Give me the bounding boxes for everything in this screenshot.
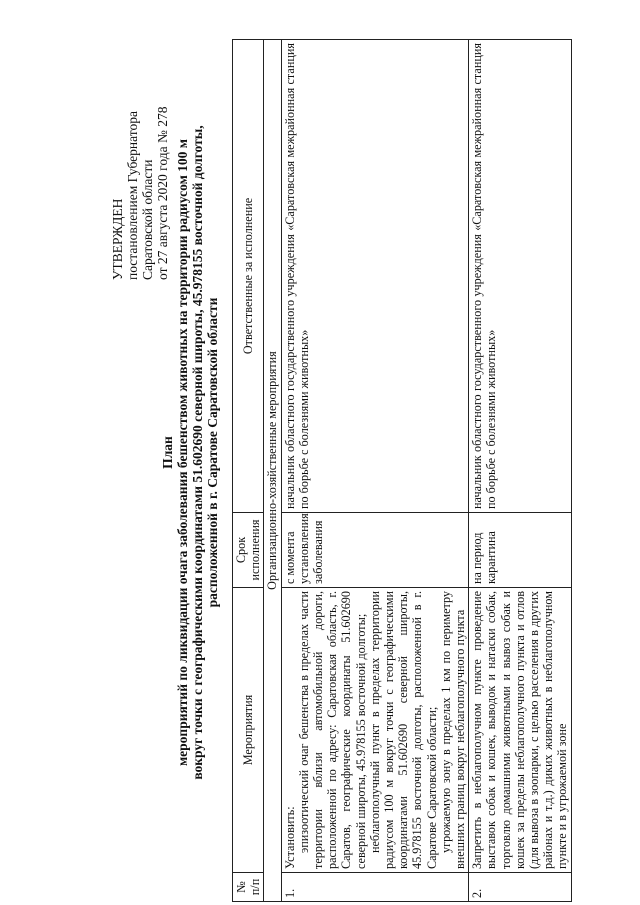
- title-heading: План: [160, 436, 175, 469]
- section-row: [264, 40, 281, 902]
- section-title: Организационно-хозяйственные мероприятия: [264, 40, 281, 902]
- header-num: № п/п: [233, 873, 264, 902]
- table-row: [281, 40, 469, 902]
- row-num: 2.: [469, 873, 571, 902]
- header-responsible: Ответственные за исполнение: [233, 40, 264, 513]
- title-line: вокруг точки с географическими координатами 51.602690 северной широты, 45.978155 восточной долготы,: [190, 125, 205, 780]
- row-measure: Запретить в неблагополучном пункте проведение выставок собак и кошек, выводок и натаски собак, торговлю домашними животными и вывоз собак и кошек за пределы неблагополучного пункта и отлов (для вывоза в зоопарки, с целью расселения в других районах и т.д.) диких животных в неблагополучном пункте и в угрожаемой зоне: [469, 588, 571, 873]
- approval-line: УТВЕРЖДЕН: [110, 198, 125, 280]
- title-line: расположенной в г. Саратове Саратовской области: [205, 297, 220, 608]
- measure-paragraph: угрожаемую зону в пределах 1 км по периметру внешних границ вокруг неблагополучного пункта: [438, 591, 468, 869]
- approval-line: Саратовской области: [140, 159, 155, 280]
- header-measures: Мероприятия: [233, 588, 264, 873]
- plan-title: [160, 0, 220, 905]
- measure-paragraph: эпизоотический очаг бешенства в пределах части территории вблизи автомобильной дороги, расположенной по адресу: Саратовская область, г. Саратов, географические координаты 51.602690 северной широты, 45.978155 восточной долготы;: [296, 591, 368, 869]
- row-num: 1.: [281, 873, 469, 902]
- row-measure: [281, 588, 469, 873]
- row-responsible: начальник областного государственного учреждения «Саратовская межрайонная станция по борьбе с болезнями животных»: [281, 40, 469, 513]
- title-line: мероприятий по ликвидации очага заболевания бешенством животных на территории радиусом 100 м: [175, 138, 190, 767]
- row-term: с момента установления заболевания: [281, 513, 469, 588]
- row-responsible: начальник областного государственного учреждения «Саратовская межрайонная станция по борьбе с болезнями животных»: [469, 40, 571, 513]
- measures-table: [232, 39, 572, 902]
- measure-intro: Установить:: [282, 806, 297, 869]
- table-row: [469, 40, 571, 902]
- header-term: Срок исполнения: [233, 513, 264, 588]
- row-term: на период карантина: [469, 513, 571, 588]
- approval-date: от 27 августа 2020 года № 278: [155, 106, 170, 280]
- approval-line: постановлением Губернатора: [125, 111, 140, 280]
- measure-paragraph: неблагополучный пункт в пределах территории радиусом 100 м вокруг точки с географическими координатами 51.602690 северной широты, 45.978155 восточной долготы, расположенной в г. Саратове Саратовской области;: [367, 591, 439, 869]
- table-header-row: [233, 40, 264, 902]
